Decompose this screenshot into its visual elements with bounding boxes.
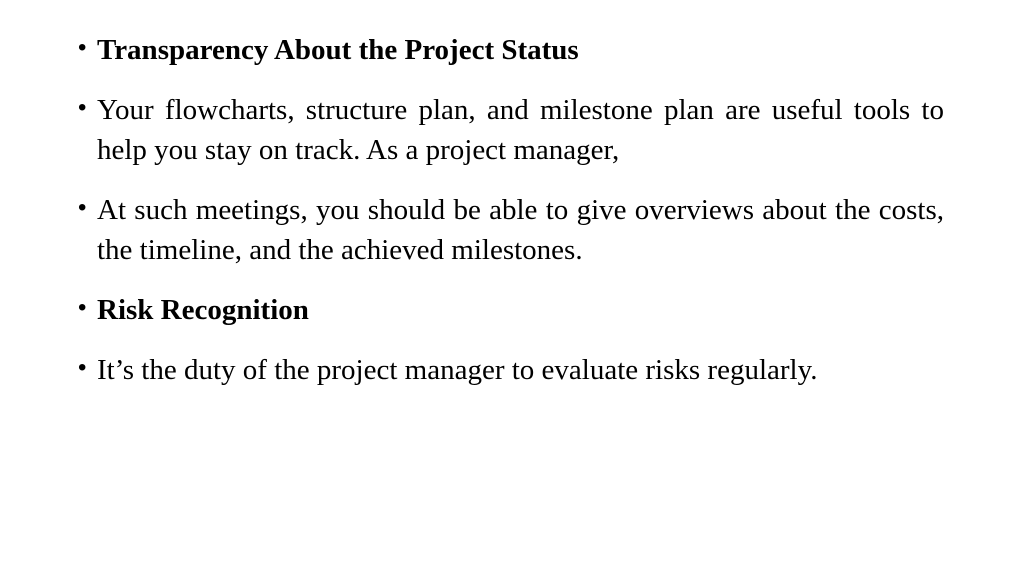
bullet-item-flowcharts — [78, 90, 944, 170]
bullet-dot-icon: • — [78, 294, 87, 321]
bullet-dot-icon: • — [78, 194, 87, 221]
bullet-text: Risk Recognition — [97, 294, 309, 326]
bullet-text: It’s the duty of the project manager to evaluate risks regularly. — [97, 354, 818, 386]
bullet-heading-risk — [78, 290, 944, 330]
bullet-dot-icon: • — [78, 354, 87, 381]
bullet-heading-transparency — [78, 30, 944, 70]
bullet-text: Your flowcharts, structure plan, and milestone plan are useful tools to help you stay on track. As a project manager, — [97, 94, 944, 166]
bullet-item-risk-duty — [78, 350, 944, 390]
bullet-dot-icon: • — [78, 34, 87, 61]
bullet-text: At such meetings, you should be able to give overviews about the costs, the timeline, and the achieved milestones. — [97, 194, 944, 266]
bullet-item-meetings — [78, 190, 944, 270]
bullet-dot-icon: • — [78, 94, 87, 121]
bullet-list — [78, 30, 944, 410]
bullet-text: Transparency About the Project Status — [97, 34, 579, 66]
